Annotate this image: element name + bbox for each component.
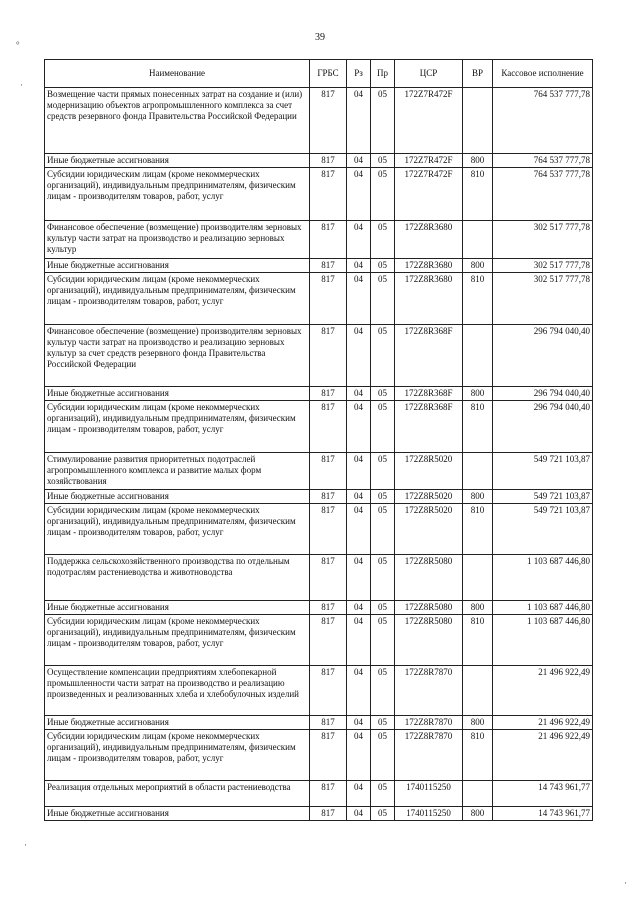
cell-csr: 172Z7R472F [395,168,463,221]
table-row [45,259,593,273]
table-header-row [45,60,593,88]
cell-csr: 1740115250 [395,807,463,821]
cell-name: Стимулирование развития приоритетных подотраслей агропромышленного комплекса и развитие малых форм хозяйствования [45,453,310,490]
cell-name: Субсидии юридическим лицам (кроме некоммерческих организаций), индивидуальным предпринимателям, физическим лицам - производителям товаров, работ, услуг [45,730,310,781]
cell-amount: 764 537 777,78 [493,154,593,168]
cell-vr: 810 [463,730,493,781]
cell-pr: 05 [371,504,395,555]
cell-vr: 810 [463,401,493,453]
cell-rz: 04 [347,273,371,325]
cell-amount: 21 496 922,49 [493,716,593,730]
cell-name: Финансовое обеспечение (возмещение) производителям зерновых культур части затрат на производство и реализацию зерновых культур за счет средств резервного фонда Правительства Российской Федерации [45,325,310,387]
cell-rz: 04 [347,730,371,781]
cell-rz: 04 [347,615,371,666]
table-row [45,504,593,555]
cell-grbs: 817 [310,555,347,601]
cell-csr: 172Z8R368F [395,401,463,453]
cell-csr: 172Z8R3680 [395,259,463,273]
cell-amount: 302 517 777,78 [493,273,593,325]
cell-name: Иные бюджетные ассигнования [45,601,310,615]
cell-grbs: 817 [310,601,347,615]
cell-grbs: 817 [310,387,347,401]
cell-rz: 04 [347,401,371,453]
cell-vr: 800 [463,490,493,504]
cell-vr: 810 [463,504,493,555]
cell-csr: 172Z8R5020 [395,453,463,490]
cell-rz: 04 [347,168,371,221]
table-row [45,154,593,168]
cell-amount: 549 721 103,87 [493,504,593,555]
cell-vr [463,325,493,387]
cell-name: Поддержка сельскохозяйственного производства по отдельным подотраслям растениеводства и животноводства [45,555,310,601]
table-row [45,453,593,490]
cell-grbs: 817 [310,325,347,387]
cell-pr: 05 [371,387,395,401]
cell-amount: 764 537 777,78 [493,88,593,154]
cell-grbs: 817 [310,730,347,781]
table-row [45,555,593,601]
table-row [45,325,593,387]
cell-pr: 05 [371,666,395,716]
cell-grbs: 817 [310,490,347,504]
cell-name: Возмещение части прямых понесенных затрат на создание и (или) модернизацию объектов агропромышленного комплекса за счет средств резервного фонда Правительства Российской Федерации [45,88,310,154]
cell-vr: 800 [463,716,493,730]
cell-pr: 05 [371,221,395,259]
cell-pr: 05 [371,325,395,387]
cell-grbs: 817 [310,259,347,273]
cell-csr: 172Z8R7870 [395,666,463,716]
cell-vr: 800 [463,259,493,273]
cell-grbs: 817 [310,221,347,259]
cell-rz: 04 [347,781,371,807]
header-csr: ЦСР [395,60,463,88]
cell-rz: 04 [347,716,371,730]
table-row [45,88,593,154]
cell-pr: 05 [371,615,395,666]
header-vr: ВР [463,60,493,88]
table-row [45,490,593,504]
cell-name: Иные бюджетные ассигнования [45,387,310,401]
cell-name: Субсидии юридическим лицам (кроме некоммерческих организаций), индивидуальным предпринимателям, физическим лицам - производителям товаров, работ, услуг [45,504,310,555]
margin-mark: · [20,80,23,90]
table-row [45,716,593,730]
cell-vr: 800 [463,601,493,615]
header-pr: Пр [371,60,395,88]
cell-amount: 549 721 103,87 [493,490,593,504]
cell-vr: 810 [463,273,493,325]
cell-csr: 172Z7R472F [395,154,463,168]
page-number: 39 [315,32,325,43]
cell-name: Иные бюджетные ассигнования [45,154,310,168]
cell-vr: 810 [463,615,493,666]
table-row [45,168,593,221]
table-row [45,730,593,781]
cell-amount: 302 517 777,78 [493,221,593,259]
cell-rz: 04 [347,490,371,504]
cell-name: Субсидии юридическим лицам (кроме некоммерческих организаций), индивидуальным предпринимателям, физическим лицам - производителям товаров, работ, услуг [45,401,310,453]
cell-vr: 800 [463,807,493,821]
cell-csr: 172Z8R3680 [395,273,463,325]
cell-rz: 04 [347,387,371,401]
header-name: Наименование [45,60,310,88]
table-row [45,401,593,453]
cell-grbs: 817 [310,273,347,325]
cell-grbs: 817 [310,807,347,821]
cell-name: Субсидии юридическим лицам (кроме некоммерческих организаций), индивидуальным предпринимателям, физическим лицам - производителям товаров, работ, услуг [45,168,310,221]
cell-rz: 04 [347,88,371,154]
cell-name: Финансовое обеспечение (возмещение) производителям зерновых культур части затрат на производство и реализацию зерновых культур [45,221,310,259]
cell-rz: 04 [347,807,371,821]
cell-pr: 05 [371,401,395,453]
cell-name: Субсидии юридическим лицам (кроме некоммерческих организаций), индивидуальным предпринимателям, физическим лицам - производителям товаров, работ, услуг [45,273,310,325]
cell-pr: 05 [371,490,395,504]
cell-name: Иные бюджетные ассигнования [45,807,310,821]
cell-csr: 172Z8R5080 [395,615,463,666]
cell-name: Субсидии юридическим лицам (кроме некоммерческих организаций), индивидуальным предпринимателям, физическим лицам - производителям товаров, работ, услуг [45,615,310,666]
cell-csr: 172Z8R368F [395,325,463,387]
cell-csr: 172Z8R3680 [395,221,463,259]
cell-pr: 05 [371,273,395,325]
cell-pr: 05 [371,154,395,168]
cell-grbs: 817 [310,781,347,807]
cell-amount: 21 496 922,49 [493,730,593,781]
cell-amount: 1 103 687 446,80 [493,601,593,615]
table-row [45,221,593,259]
table-row [45,601,593,615]
cell-amount: 21 496 922,49 [493,666,593,716]
cell-csr: 172Z8R7870 [395,730,463,781]
cell-rz: 04 [347,601,371,615]
cell-amount: 296 794 040,40 [493,387,593,401]
cell-rz: 04 [347,666,371,716]
margin-mark: ° [16,40,20,50]
cell-pr: 05 [371,716,395,730]
cell-pr: 05 [371,453,395,490]
cell-name: Иные бюджетные ассигнования [45,716,310,730]
cell-csr: 172Z8R7870 [395,716,463,730]
cell-name: Иные бюджетные ассигнования [45,490,310,504]
cell-rz: 04 [347,221,371,259]
cell-amount: 302 517 777,78 [493,259,593,273]
cell-pr: 05 [371,259,395,273]
cell-vr [463,453,493,490]
cell-vr: 810 [463,168,493,221]
cell-amount: 764 537 777,78 [493,168,593,221]
cell-csr: 172Z8R5080 [395,601,463,615]
cell-csr: 172Z8R5020 [395,490,463,504]
cell-amount: 549 721 103,87 [493,453,593,490]
budget-table [44,59,593,821]
cell-grbs: 817 [310,666,347,716]
cell-vr [463,88,493,154]
cell-grbs: 817 [310,401,347,453]
cell-grbs: 817 [310,168,347,221]
cell-vr: 800 [463,387,493,401]
table-row [45,387,593,401]
cell-amount: 14 743 961,77 [493,781,593,807]
cell-grbs: 817 [310,453,347,490]
table-row [45,807,593,821]
cell-rz: 04 [347,259,371,273]
cell-csr: 172Z8R5080 [395,555,463,601]
cell-pr: 05 [371,168,395,221]
cell-rz: 04 [347,504,371,555]
cell-pr: 05 [371,555,395,601]
cell-pr: 05 [371,88,395,154]
cell-amount: 1 103 687 446,80 [493,555,593,601]
header-rz: Рз [347,60,371,88]
table-row [45,666,593,716]
cell-rz: 04 [347,154,371,168]
header-grbs: ГРБС [310,60,347,88]
cell-amount: 296 794 040,40 [493,401,593,453]
cell-pr: 05 [371,781,395,807]
cell-pr: 05 [371,807,395,821]
cell-name: Реализация отдельных мероприятий в области растениеводства [45,781,310,807]
margin-mark: · [24,840,27,850]
table-row [45,273,593,325]
cell-amount: 1 103 687 446,80 [493,615,593,666]
header-amount: Кассовое исполнение [493,60,593,88]
cell-pr: 05 [371,601,395,615]
cell-grbs: 817 [310,615,347,666]
cell-rz: 04 [347,325,371,387]
cell-name: Осуществление компенсации предприятиям хлебопекарной промышленности части затрат на производство и реализацию произведенных и реализованных хлеба и хлебобулочных изделий [45,666,310,716]
cell-csr: 1740115250 [395,781,463,807]
cell-pr: 05 [371,730,395,781]
cell-vr [463,555,493,601]
cell-rz: 04 [347,555,371,601]
table-row [45,615,593,666]
cell-rz: 04 [347,453,371,490]
cell-grbs: 817 [310,716,347,730]
cell-vr [463,781,493,807]
cell-grbs: 817 [310,504,347,555]
cell-grbs: 817 [310,88,347,154]
cell-vr [463,221,493,259]
cell-name: Иные бюджетные ассигнования [45,259,310,273]
margin-mark: · [624,878,627,888]
table-row [45,781,593,807]
cell-amount: 296 794 040,40 [493,325,593,387]
cell-amount: 14 743 961,77 [493,807,593,821]
cell-csr: 172Z8R368F [395,387,463,401]
cell-csr: 172Z8R5020 [395,504,463,555]
cell-vr: 800 [463,154,493,168]
cell-grbs: 817 [310,154,347,168]
cell-csr: 172Z7R472F [395,88,463,154]
cell-vr [463,666,493,716]
